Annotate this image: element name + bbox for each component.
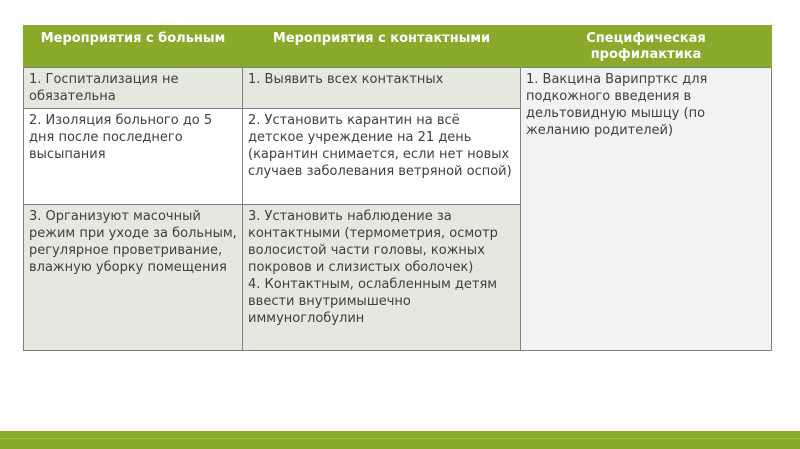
header-contacts: Мероприятия с контактными <box>243 25 521 68</box>
header-patient: Мероприятия с больным <box>24 25 243 68</box>
cell-contacts-1: 1. Выявить всех контактных <box>243 68 521 109</box>
table-header-row <box>24 25 772 68</box>
cell-patient-3: 3. Организуют масочный режим при уходе за больным, регулярное проветривание, влажную уборку помещения <box>24 205 243 351</box>
cell-contacts-2: 2. Установить карантин на всё детское учреждение на 21 день (карантин снимается, если нет новых случаев заболевания ветряной оспой) <box>243 109 521 205</box>
contacts-item-4: 4. Контактным, ослабленным детям ввести внутримышечно иммуноглобулин <box>248 277 498 326</box>
cell-prophylaxis: 1. Вакцина Варипрткс для подкожного введения в дельтовидную мышцу (по желанию родителей) <box>521 68 772 351</box>
measures-table <box>23 25 772 351</box>
footer-accent-line <box>0 438 800 439</box>
contacts-item-3: 3. Установить наблюдение за контактными (термометрия, осмотр волосистой части головы, кожных покровов и слизистых оболочек) <box>248 209 498 275</box>
cell-contacts-3 <box>243 205 521 351</box>
cell-patient-1: 1. Госпитализация не обязательна <box>24 68 243 109</box>
header-prophylaxis: Специфическая профилактика <box>521 25 772 68</box>
table-row <box>24 68 772 109</box>
cell-patient-2: 2. Изоляция больного до 5 дня после последнего высыпания <box>24 109 243 205</box>
footer-accent-bar <box>0 431 800 449</box>
